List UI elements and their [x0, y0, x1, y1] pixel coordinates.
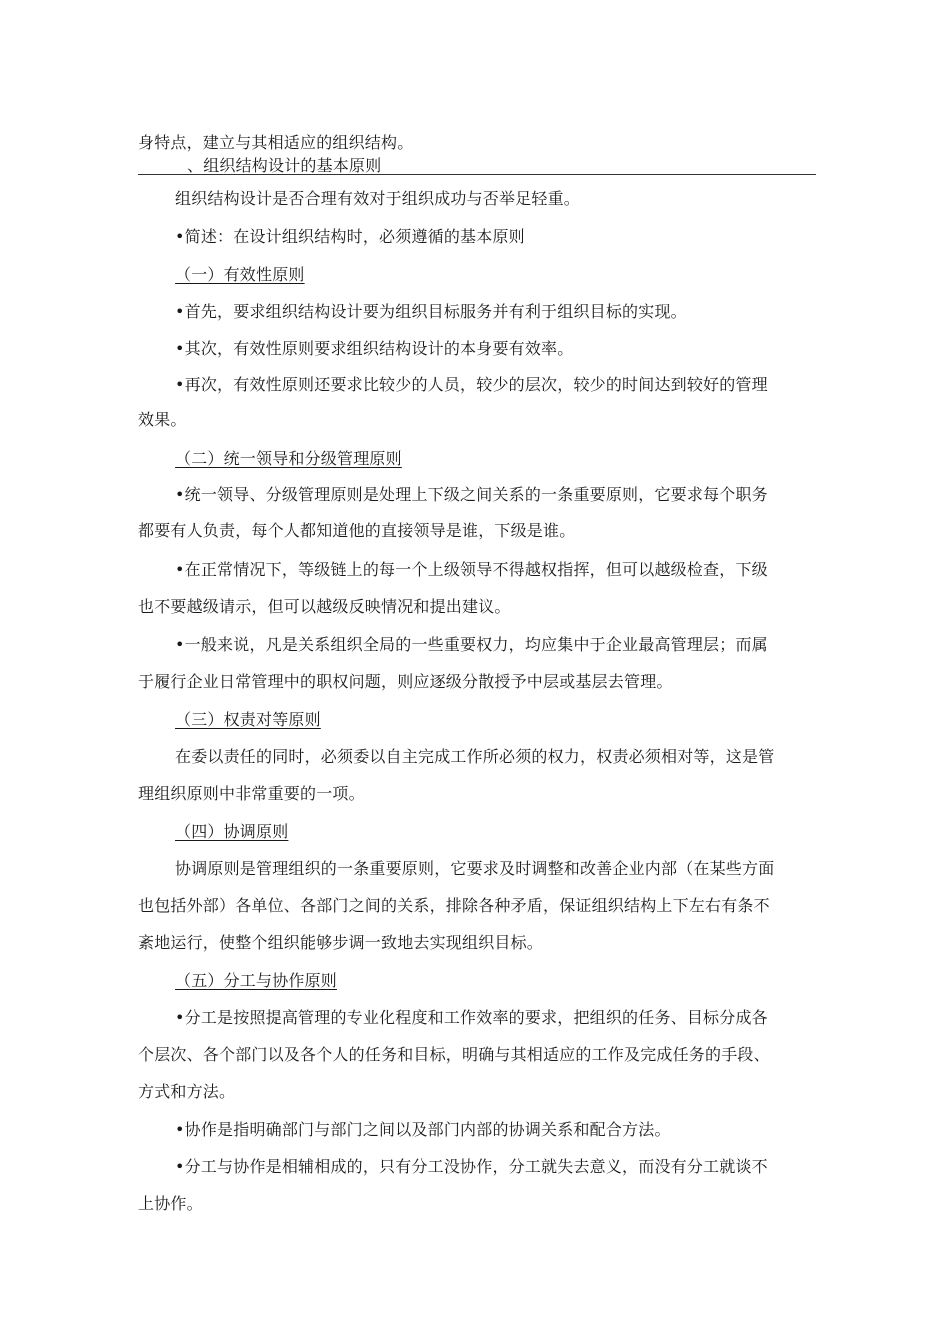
subheading-2: （二）统一领导和分级管理原则 [175, 449, 402, 468]
paragraph-line: 效果。 [138, 410, 187, 429]
subheading-5: （五）分工与协作原则 [175, 971, 338, 990]
bullet-line: •在正常情况下，等级链上的每一个上级领导不得越权指挥，但可以越级检查，下级 [175, 560, 768, 579]
intro-text-line: 身特点，建立与其相适应的组织结构。 [138, 133, 414, 152]
heading-divider [138, 174, 816, 175]
paragraph-line: 紊地运行，使整个组织能够步调一致地去实现组织目标。 [138, 933, 544, 952]
bullet-line: •首先，要求组织结构设计要为组织目标服务并有利于组织目标的实现。 [175, 302, 687, 321]
subheading-3: （三）权责对等原则 [175, 710, 321, 729]
paragraph-line: 在委以责任的同时，必须委以自主完成工作所必须的权力，权责必须相对等，这是管 [175, 747, 775, 766]
paragraph-line: 组织结构设计是否合理有效对于组织成功与否举足轻重。 [175, 189, 581, 208]
bullet-line: •再次，有效性原则还要求比较少的人员，较少的层次，较少的时间达到较好的管理 [175, 375, 768, 394]
subheading-1: （一）有效性原则 [175, 265, 305, 284]
paragraph-line: 于履行企业日常管理中的职权问题，则应逐级分散授予中层或基层去管理。 [138, 672, 673, 691]
subheading-4: （四）协调原则 [175, 822, 289, 841]
paragraph-line: 都要有人负责，每个人都知道他的直接领导是谁，下级是谁。 [138, 521, 576, 540]
section-heading: 、组织结构设计的基本原则 [187, 156, 382, 175]
paragraph-line: 上协作。 [138, 1194, 203, 1213]
bullet-line: •分工是按照提高管理的专业化程度和工作效率的要求，把组织的任务、目标分成各 [175, 1008, 768, 1027]
bullet-line: •协作是指明确部门与部门之间以及部门内部的协调关系和配合方法。 [175, 1120, 671, 1139]
bullet-line: •统一领导、分级管理原则是处理上下级之间关系的一条重要原则，它要求每个职务 [175, 485, 768, 504]
paragraph-line: 协调原则是管理组织的一条重要原则，它要求及时调整和改善企业内部（在某些方面 [175, 859, 775, 878]
paragraph-line: 也包括外部）各单位、各部门之间的关系，排除各种矛盾，保证组织结构上下左右有条不 [138, 896, 770, 915]
bullet-line: •分工与协作是相辅相成的，只有分工没协作，分工就失去意义，而没有分工就谈不 [175, 1157, 768, 1176]
paragraph-line: 方式和方法。 [138, 1082, 236, 1101]
paragraph-line: 个层次、各个部门以及各个人的任务和目标，明确与其相适应的工作及完成任务的手段、 [138, 1045, 770, 1064]
paragraph-line: 也不要越级请示，但可以越级反映情况和提出建议。 [138, 597, 511, 616]
bullet-line: •简述：在设计组织结构时，必须遵循的基本原则 [175, 227, 525, 246]
paragraph-line: 理组织原则中非常重要的一项。 [138, 784, 365, 803]
bullet-line: •一般来说，凡是关系组织全局的一些重要权力，均应集中于企业最高管理层；而属 [175, 635, 768, 654]
bullet-line: •其次，有效性原则要求组织结构设计的本身要有效率。 [175, 339, 574, 358]
